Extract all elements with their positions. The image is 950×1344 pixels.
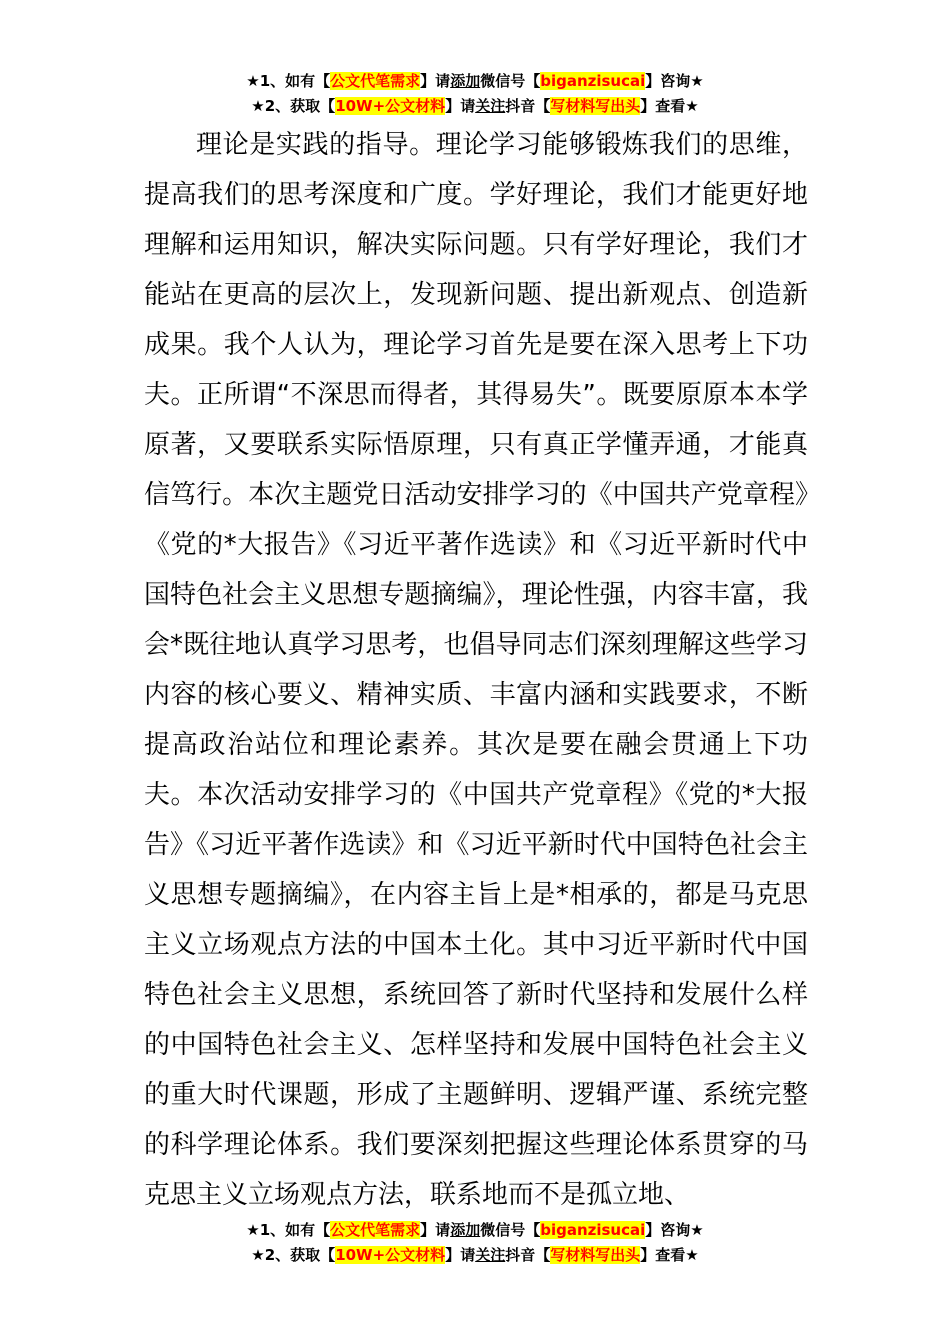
banner-text: 】咨询★ bbox=[645, 1221, 704, 1239]
banner-line-2 bbox=[0, 94, 950, 119]
banner-line-2 bbox=[0, 1243, 950, 1268]
wechat-id-highlight: biganzisucai bbox=[540, 72, 646, 90]
banner-text: 】查看★ bbox=[640, 1246, 699, 1264]
banner-text: 】查看★ bbox=[640, 97, 699, 115]
highlight-text: 公文代笔需求 bbox=[330, 1221, 421, 1239]
underlined-text: 添加 bbox=[450, 1221, 481, 1239]
douyin-id-highlight: 写材料写出头 bbox=[550, 1246, 641, 1264]
underlined-text: 添加 bbox=[450, 72, 481, 90]
banner-line-1 bbox=[0, 69, 950, 94]
banner-text: ★1、如有【 bbox=[246, 72, 331, 90]
underlined-text: 关注 bbox=[475, 97, 506, 115]
banner-text: 】请 bbox=[445, 97, 476, 115]
banner-text: 微信号【 bbox=[480, 72, 541, 90]
banner-text: ★2、获取【 bbox=[251, 97, 336, 115]
banner-text: 】请 bbox=[445, 1246, 476, 1264]
douyin-id-highlight: 写材料写出头 bbox=[550, 97, 641, 115]
banner-text: ★1、如有【 bbox=[246, 1221, 331, 1239]
banner-text: 】请 bbox=[420, 1221, 451, 1239]
banner-text: 】请 bbox=[420, 72, 451, 90]
banner-text: ★2、获取【 bbox=[251, 1246, 336, 1264]
body-paragraph: 理论是实践的指导。理论学习能够锻炼我们的思维，提高我们的思考深度和广度。学好理论，我们才能更好地理解和运用知识，解决实际问题。只有学好理论，我们才能站在更高的层次上，发现新问题、提出新观点、创造新成果。我个人认为，理论学习首先是要在深入思考上下功夫。正所谓“不深思而得者，其得易失”。既要原原本本学原著，又要联系实际悟原理，只有真正学懂弄通，才能真信笃行。本次主题党日活动安排学习的《中国共产党章程》《党的*大报告》《习近平著作选读》和《习近平新时代中国特色社会主义思想专题摘编》，理论性强，内容丰富，我会*既往地认真学习思考，也倡导同志们深刻理解这些学习内容的核心要义、精神实质、丰富内涵和实践要求，不断提高政治站位和理论素养。其次是要在融会贯通上下功夫。本次活动安排学习的《中国共产党章程》《党的*大报告》《习近平著作选读》和《习近平新时代中国特色社会主义思想专题摘编》，在内容主旨上是*相承的，都是马克思主义立场观点方法的中国本土化。其中习近平新时代中国特色社会主义思想，系统回答了新时代坚持和发展什么样的中国特色社会主义、怎样坚持和发展中国特色社会主义的重大时代课题，形成了主题鲜明、逻辑严谨、系统完整的科学理论体系。我们要深刻把握这些理论体系贯穿的马克思主义立场观点方法，联系地而不是孤立地、 bbox=[144, 130, 808, 1210]
footer-banner bbox=[0, 1218, 950, 1268]
underlined-text: 关注 bbox=[475, 1246, 506, 1264]
banner-text: 】咨询★ bbox=[645, 72, 704, 90]
banner-text: 抖音【 bbox=[505, 1246, 551, 1264]
banner-text: 抖音【 bbox=[505, 97, 551, 115]
wechat-id-highlight: biganzisucai bbox=[540, 1221, 646, 1239]
highlight-text: 公文代笔需求 bbox=[330, 72, 421, 90]
highlight-text: 10W+公文材料 bbox=[335, 97, 446, 115]
banner-text: 微信号【 bbox=[480, 1221, 541, 1239]
banner-line-1 bbox=[0, 1218, 950, 1243]
header-banner bbox=[0, 69, 950, 119]
highlight-text: 10W+公文材料 bbox=[335, 1246, 446, 1264]
